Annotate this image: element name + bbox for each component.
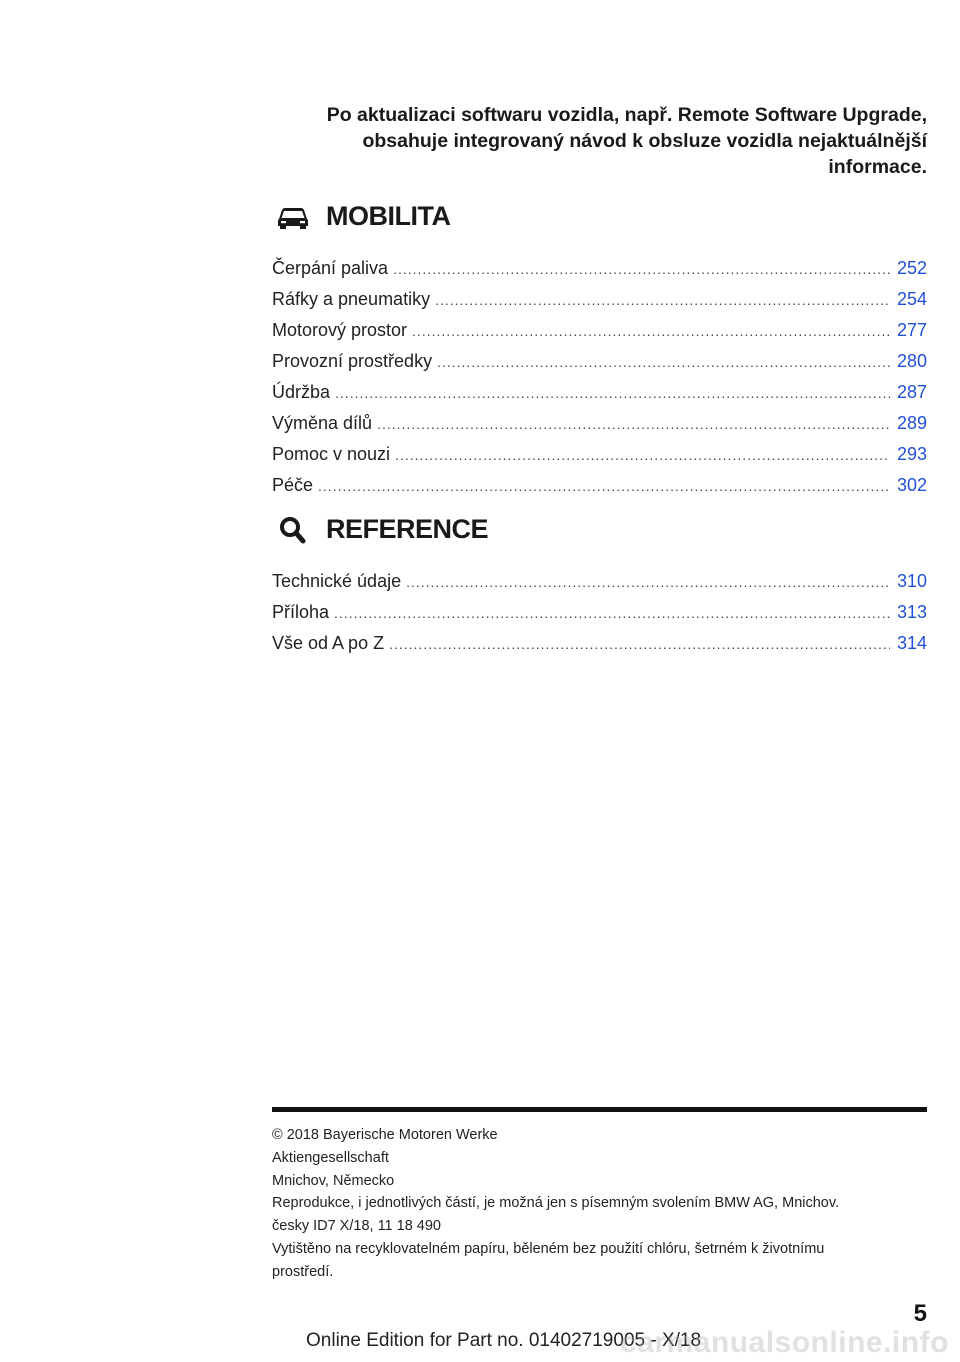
toc-entry-title: Vše od A po Z [272,633,385,653]
dot-leader [435,292,890,308]
toc-entry[interactable] [272,382,927,413]
notice-line-2: obsahuje integrovaný návod k obsluze vozidla nejaktuálnější [362,130,927,152]
toc-entry-title: Technické údaje [272,571,402,591]
car-icon [276,202,310,232]
dot-leader [389,636,890,652]
toc-entry[interactable] [272,351,927,382]
toc-entry-title: Péče [272,475,314,495]
footer-divider [272,1107,927,1112]
toc-entry-title: Provozní prostředky [272,351,433,371]
toc-page-link[interactable]: 277 [896,320,927,340]
toc-entry[interactable] [272,320,927,351]
section-reference [272,511,927,664]
toc-entry[interactable] [272,258,927,289]
toc-entry-title: Pomoc v nouzi [272,444,391,464]
watermark: carmanualsonline.info [620,1326,949,1359]
section-title: REFERENCE [326,514,489,544]
dot-leader [318,478,890,494]
toc-entry[interactable] [272,475,927,506]
toc-page-link[interactable]: 289 [896,413,927,433]
toc-page-link[interactable]: 313 [896,602,927,622]
toc-page-link[interactable]: 280 [896,351,927,371]
toc-page-link[interactable]: 310 [896,571,927,591]
toc-page-link[interactable]: 252 [896,258,927,278]
notice-line-1: Po aktualizaci softwaru vozidla, např. Remote Software Upgrade, [326,104,927,126]
notice-line-3: informace. [828,156,927,178]
toc-page-link[interactable]: 254 [896,289,927,309]
toc-list [272,258,927,506]
toc-entry[interactable] [272,602,927,633]
toc-entry-title: Motorový prostor [272,320,408,340]
dot-leader [393,261,890,277]
toc-page-link[interactable]: 314 [896,633,927,653]
update-notice [260,102,927,180]
toc-page-link[interactable]: 302 [896,475,927,495]
dot-leader [377,416,890,432]
search-icon [276,515,310,545]
page-number: 5 [913,1300,927,1327]
section-header [272,511,927,551]
dot-leader [395,447,890,463]
toc-page-link[interactable]: 287 [896,382,927,402]
imprint [272,1124,912,1284]
dot-leader [335,385,890,401]
imprint-line: česky ID7 X/18, 11 18 490 [272,1218,442,1235]
toc-entry[interactable] [272,289,927,320]
toc-entry-title: Ráfky a pneumatiky [272,289,431,309]
toc-list [272,571,927,664]
imprint-line: Vytištěno na recyklovatelném papíru, běleném bez použití chlóru, šetrném k životnímu [272,1240,825,1257]
imprint-line: Reprodukce, i jednotlivých částí, je možná jen s písemným svolením BMW AG, Mnichov. [272,1195,840,1212]
edition-line: Online Edition for Part no. 01402719005 - X/18 [306,1330,702,1351]
toc-entry[interactable] [272,571,927,602]
section-title: MOBILITA [326,201,451,231]
imprint-line: Aktiengesellschaft [272,1149,389,1166]
dot-leader [334,605,890,621]
toc-entry-title: Čerpání paliva [272,258,389,278]
toc-entry-title: Výměna dílů [272,413,373,433]
toc-entry-title: Údržba [272,382,331,402]
toc-entry[interactable] [272,413,927,444]
toc-entry[interactable] [272,444,927,475]
imprint-line: Mnichov, Německo [272,1172,395,1189]
toc-page-link[interactable]: 293 [896,444,927,464]
toc-entry[interactable] [272,633,927,664]
imprint-line: © 2018 Bayerische Motoren Werke [272,1127,498,1143]
section-mobilita [272,198,927,506]
imprint-line: prostředí. [272,1263,334,1280]
section-header [272,198,927,238]
dot-leader [437,354,890,370]
dot-leader [412,323,890,339]
toc-entry-title: Příloha [272,602,330,622]
dot-leader [406,574,890,590]
